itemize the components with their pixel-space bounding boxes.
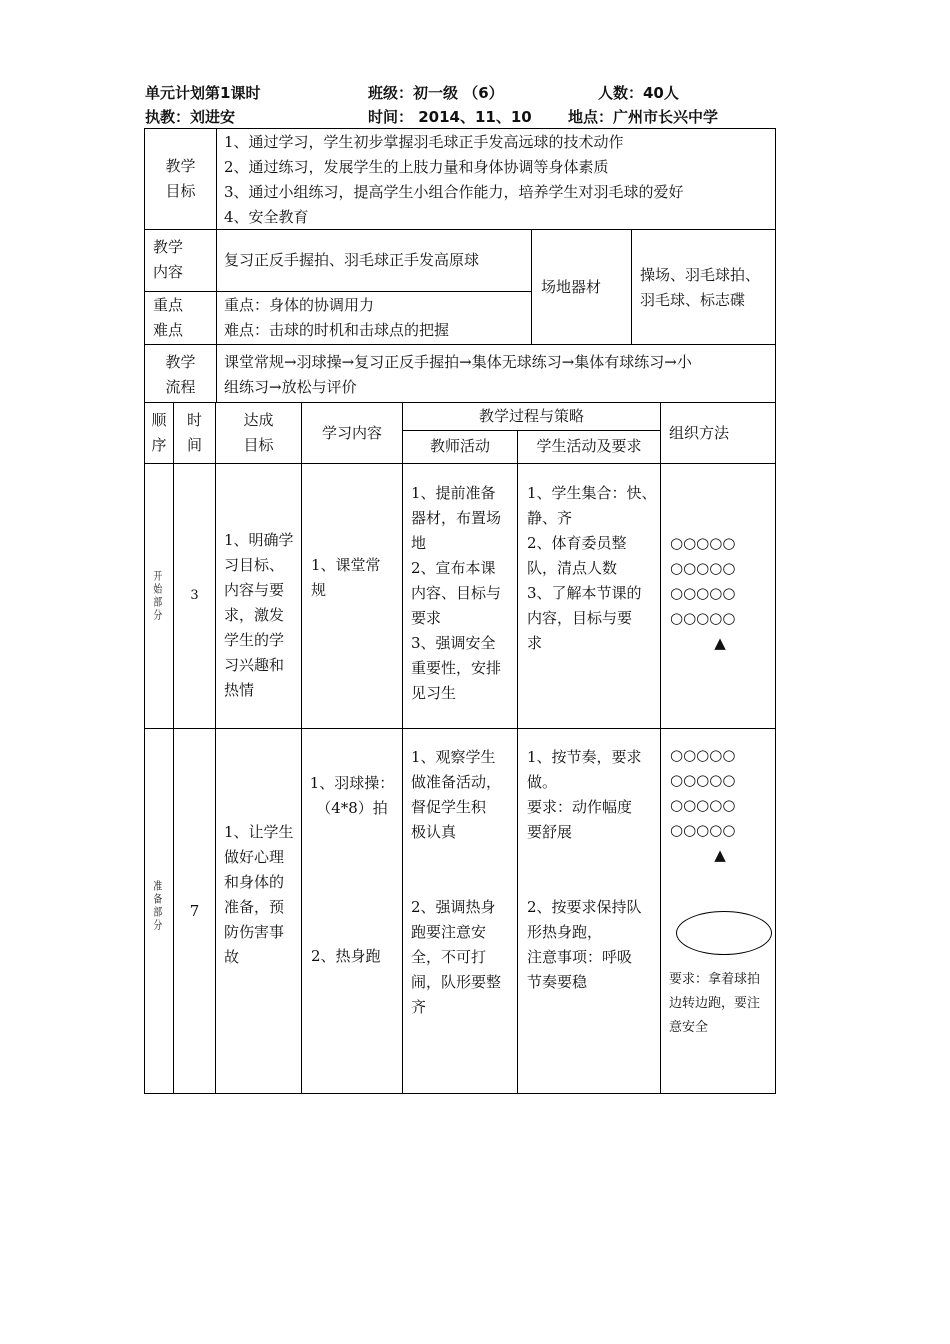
teacher-marker-icon: ▲ [714, 634, 726, 652]
class-info: 班级：初一级 （6） [368, 84, 504, 102]
teacher-marker-icon: ▲ [714, 846, 726, 864]
teacher-name: 执教：刘进安 [145, 108, 236, 126]
part-label-prep: 准备部分 [152, 880, 163, 932]
objectives-list [224, 130, 772, 230]
objective-item: 2、通过练习，发展学生的上肢力量和身体协调等身体素质 [224, 158, 609, 176]
student-count: 人数：40人 [598, 84, 679, 102]
row-teacher-activity: 1、提前准备 器材，布置场 地 2、宣布本课 内容、目标与 要求 3、强调安全 重要性，安排 见习生 [411, 484, 502, 702]
col-order: 顺 序 [151, 411, 167, 454]
col-org: 组织方法 [669, 424, 730, 442]
row-time: 3 [190, 588, 199, 603]
row-goal: 1、明确学 习目标、 内容与要 求，激发 学生的学 习兴趣和 热情 [224, 531, 294, 699]
row-student-activity: 1、学生集合：快、 静、齐 2、体育委员整 队，清点人数 3、了解本节课的 内容，目标与要 求 [527, 484, 657, 652]
row-study-a: 1、羽球操： （4*8）拍 [309, 774, 395, 817]
col-student: 学生活动及要求 [536, 437, 642, 455]
row-time: 7 [189, 902, 200, 920]
equipment-label: 场地器材 [541, 278, 602, 296]
objective-item: 3、通过小组练习，提高学生小组合作能力，培养学生对羽毛球的爱好 [224, 183, 684, 201]
col-teacher: 教师活动 [429, 437, 490, 455]
keypoints-label: 重点 难点 [153, 296, 184, 339]
content-label: 教学 内容 [153, 238, 184, 281]
col-study: 学习内容 [321, 424, 382, 442]
part-label-start: 开始部分 [152, 570, 163, 622]
col-process: 教学过程与策略 [478, 407, 584, 425]
objective-item: 4、安全教育 [224, 208, 309, 226]
keypoints-text: 重点：身体的协调用力 难点：击球的时机和击球点的把握 [224, 296, 450, 339]
row-teacher-activity-b: 2、强调热身 跑要注意安 全，不可打 闹，队形要整 齐 [411, 898, 502, 1016]
flow-text: 课堂常规→羽球操→复习正反手握拍→集体无球练习→集体有球练习→小 组练习→放松与评价 [224, 353, 692, 396]
content-text: 复习正反手握拍、羽毛球正手发高原球 [224, 251, 480, 269]
formation-diagram: ○○○○○ ○○○○○ ○○○○○ ○○○○○ ▲ [670, 743, 770, 867]
lesson-place: 地点：广州市长兴中学 [568, 108, 719, 126]
col-goal: 达成 目标 [243, 411, 274, 454]
formation-diagram: ○○○○○ ○○○○○ ○○○○○ ○○○○○ ▲ [670, 531, 770, 655]
running-track-oval-icon [676, 911, 772, 955]
formation-note: 要求：拿着球拍 边转边跑，要注 意安全 [669, 972, 761, 1035]
row-study: 1、课堂常 规 [311, 556, 381, 599]
row-study-b: 2、热身跑 [311, 947, 381, 965]
row-student-activity-a: 1、按节奏，要求 做。 要求：动作幅度 要舒展 [527, 748, 642, 841]
lesson-date: 时间： 2014、11、10 [368, 108, 532, 126]
objective-item: 1、通过学习，学生初步掌握羽毛球正手发高远球的技术动作 [224, 133, 624, 151]
row-student-activity-b: 2、按要求保持队 形热身跑， 注意事项：呼吸 节奏要稳 [527, 898, 642, 991]
equipment-list: 操场、羽毛球拍、 羽毛球、标志碟 [640, 266, 761, 309]
col-time: 时 间 [186, 411, 202, 454]
row-goal: 1、让学生 做好心理 和身体的 准备，预 防伤害事 故 [224, 823, 294, 966]
flow-label: 教学 流程 [165, 353, 196, 396]
objectives-label: 教学 目标 [165, 157, 196, 200]
row-teacher-activity-a: 1、观察学生 做准备活动， 督促学生积 极认真 [411, 748, 502, 841]
unit-title: 单元计划第1课时 [145, 84, 261, 102]
